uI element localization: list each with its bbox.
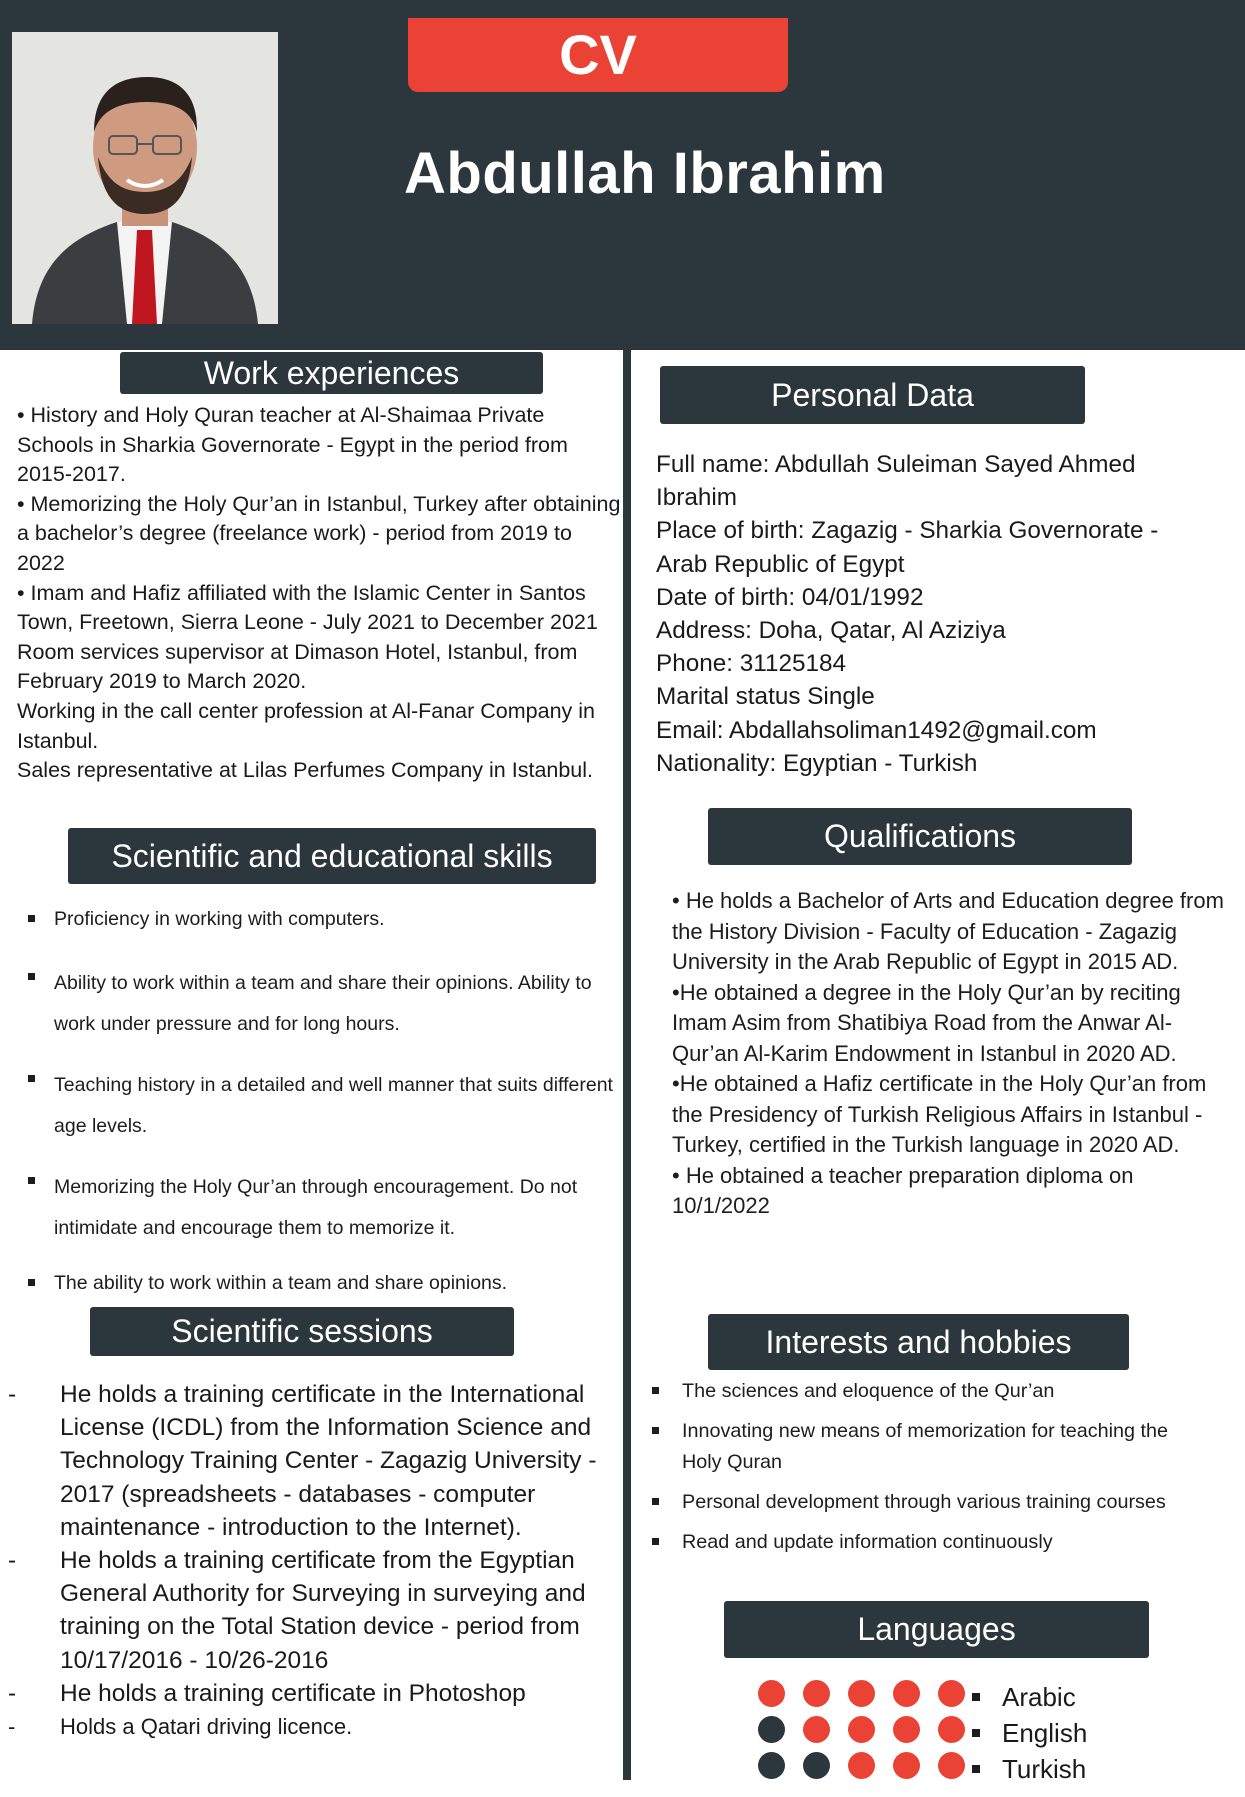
session-item: - Holds a Qatari driving licence. (8, 1710, 618, 1743)
personal-data-list (656, 448, 1201, 780)
work-experiences-list (17, 401, 622, 786)
sessions-list (8, 1378, 618, 1743)
skills-list (24, 905, 624, 1297)
skills-heading: Scientific and educational skills (68, 828, 596, 884)
personal-line: Email: Abdallahsoliman1492@gmail.com (656, 716, 1097, 744)
hobby-item: Personal development through various training courses (650, 1487, 1210, 1518)
work-item: Room services supervisor at Dimason Hotel, Istanbul, from February 2019 to March 2020. (17, 639, 578, 694)
profile-photo (12, 32, 278, 324)
skill-item: The ability to work within a team and share opinions. (24, 1269, 624, 1297)
qualification-item: • He obtained a teacher preparation diploma on 10/1/2022 (672, 1162, 1134, 1218)
skill-item: Teaching history in a detailed and well manner that suits different age levels. (24, 1065, 624, 1147)
personal-data-heading: Personal Data (660, 366, 1085, 424)
hobby-item: The sciences and eloquence of the Qur’an (650, 1376, 1210, 1407)
language-name: English (1002, 1718, 1088, 1748)
session-item: - He holds a training certificate in Photoshop (8, 1677, 618, 1710)
work-experiences-heading: Work experiences (120, 352, 543, 394)
skill-item: Proficiency in working with computers. (24, 905, 624, 933)
work-item: Sales representative at Lilas Perfumes Company in Istanbul. (17, 758, 594, 783)
language-dot-empty (758, 1752, 785, 1779)
language-dot-filled (893, 1752, 920, 1779)
skill-item: Memorizing the Holy Qur’an through encouragement. Do not intimidate and encourage them to memorize it. (24, 1167, 624, 1249)
language-dot-filled (848, 1716, 875, 1743)
sessions-heading: Scientific sessions (90, 1307, 514, 1356)
qualifications-heading: Qualifications (708, 808, 1132, 865)
work-item: • Imam and Hafiz affiliated with the Islamic Center in Santos Town, Freetown, Sierra Leone - July 2021 to December 2021 (17, 580, 598, 635)
language-dot-filled (938, 1716, 965, 1743)
work-item: • Memorizing the Holy Qur’an in Istanbul, Turkey after obtaining a bachelor’s degree (freelance work) - period from 2019 to 2022 (17, 491, 621, 575)
language-dot-filled (848, 1752, 875, 1779)
language-dot-filled (758, 1680, 785, 1707)
language-dot-filled (848, 1680, 875, 1707)
hobbies-list (650, 1376, 1210, 1558)
qualifications-list (672, 886, 1227, 1222)
language-dot-filled (803, 1716, 830, 1743)
work-item: Working in the call center profession at Al-Fanar Company in Istanbul. (17, 698, 595, 753)
header-banner (0, 0, 1245, 350)
qualification-item: •He obtained a degree in the Holy Qur’an by reciting Imam Asim from Shatibiya Road from the Anwar Al-Qur’an Al-Karim Endowment in Istanbul in 2020 AD. (672, 979, 1181, 1066)
personal-line: Nationality: Egyptian - Turkish (656, 749, 978, 777)
personal-line: Address: Doha, Qatar, Al Aziziya (656, 617, 1006, 645)
personal-line: Phone: 31125184 (656, 650, 847, 678)
language-bullet (972, 1729, 980, 1737)
language-dot-empty (758, 1716, 785, 1743)
personal-line: Full name: Abdullah Suleiman Sayed Ahmed Ibrahim (656, 451, 1136, 512)
language-name: Arabic (1002, 1682, 1076, 1712)
profile-photo-image (12, 32, 278, 324)
hobby-item: Innovating new means of memorization for teaching the Holy Quran (650, 1416, 1210, 1478)
session-item: - He holds a training certificate from the Egyptian General Authority for Surveying in surveying and training on the Total Station device - period from 10/17/2016 - 10/26-2016 (8, 1544, 618, 1677)
cv-badge: CV (408, 18, 788, 92)
language-bullet (972, 1765, 980, 1773)
language-bullet (972, 1693, 980, 1701)
language-dot-empty (803, 1752, 830, 1779)
language-dot-filled (893, 1716, 920, 1743)
candidate-name: Abdullah Ibrahim (404, 141, 886, 206)
personal-line: Marital status Single (656, 683, 875, 711)
work-item: • History and Holy Quran teacher at Al-Shaimaa Private Schools in Sharkia Governorate - Egypt in the period from 2015-2017. (17, 403, 568, 487)
session-item: - He holds a training certificate in the International License (ICDL) from the Information Science and Technology Training Center - Zagazig University - 2017 (spreadsheets - databases - computer maintenance - introduction to the Internet). (8, 1378, 618, 1544)
languages-heading: Languages (724, 1601, 1149, 1658)
language-name: Turkish (1002, 1754, 1087, 1784)
language-dot-filled (938, 1752, 965, 1779)
language-dot-filled (893, 1680, 920, 1707)
language-dot-filled (938, 1680, 965, 1707)
personal-line: Place of birth: Zagazig - Sharkia Governorate - Arab Republic of Egypt (656, 517, 1159, 578)
hobbies-heading: Interests and hobbies (708, 1314, 1129, 1370)
qualification-item: •He obtained a Hafiz certificate in the Holy Qur’an from the Presidency of Turkish Religious Affairs in Istanbul - Turkey, certified in the Turkish language in 2020 AD. (672, 1071, 1207, 1157)
column-divider (623, 350, 631, 1780)
personal-line: Date of birth: 04/01/1992 (656, 583, 924, 611)
skill-item: Ability to work within a team and share their opinions. Ability to work under pressure and for long hours. (24, 963, 624, 1045)
hobby-item: Read and update information continuously (650, 1527, 1210, 1558)
language-dot-filled (803, 1680, 830, 1707)
qualification-item: • He holds a Bachelor of Arts and Education degree from the History Division - Faculty of Education - Zagazig University in the Arab Republic of Egypt in 2015 AD. (672, 888, 1224, 974)
